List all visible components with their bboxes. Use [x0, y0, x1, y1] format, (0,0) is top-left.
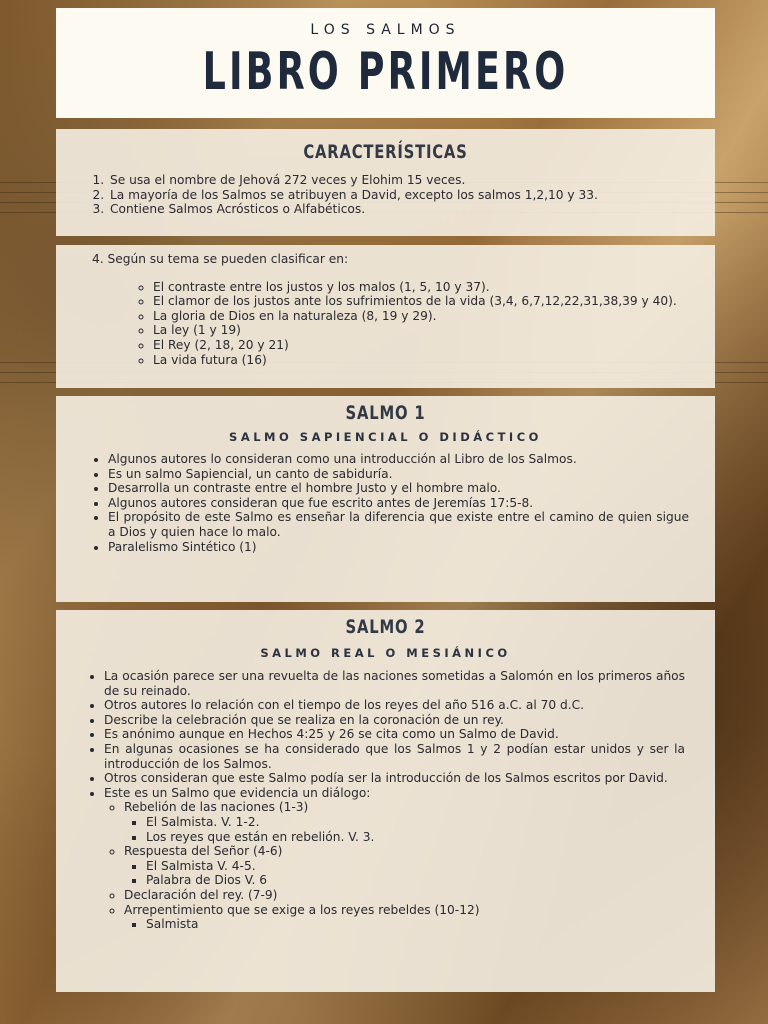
list-item: ◦ La vida futura (16) — [153, 353, 685, 368]
list-item: • El propósito de este Salmo es enseñar la diferencia que existe entre el camino de quien sigue a Dios y quien hace lo malo. — [108, 510, 689, 539]
dialogo-subitem: ▪ Palabra de Dios V. 6 — [146, 873, 685, 888]
list-item: ◦ La ley (1 y 19) — [153, 323, 685, 338]
dialogo-part — [124, 800, 685, 844]
dialogo-part — [124, 903, 685, 932]
dialogo-sublist — [124, 815, 685, 844]
list-item: • Algunos autores lo consideran como una introducción al Libro de los Salmos. — [108, 452, 689, 467]
clasificacion-list — [56, 280, 715, 368]
list-item: • La ocasión parece ser una revuelta de las naciones sometidas a Salomón en los primeros años de su reinado. — [104, 669, 685, 698]
dialogo-sublist — [124, 917, 685, 932]
salmo1-list — [56, 452, 715, 554]
section-title: CARACTERÍSTICAS — [303, 141, 468, 163]
list-item: • Algunos autores consideran que fue escrito antes de Jeremías 17:5-8. — [108, 496, 689, 511]
kicker: LOS SALMOS — [310, 22, 461, 38]
dialogo-parts — [104, 800, 685, 931]
page-title: LIBRO PRIMERO — [202, 42, 569, 102]
dialogo-part-label: Declaración del rey. (7-9) — [124, 887, 278, 902]
dialogo-label: Este es un Salmo que evidencia un diálogo: — [104, 785, 371, 800]
section-title: SALMO 1 — [345, 402, 426, 424]
list-item: 3. Contiene Salmos Acrósticos o Alfabéticos. — [108, 202, 715, 217]
list-item: ◦ El contraste entre los justos y los malos (1, 5, 10 y 37). — [153, 280, 685, 295]
dialogo-part — [124, 844, 685, 888]
list-item: • Paralelismo Sintético (1) — [108, 540, 689, 555]
list-item: ◦ El Rey (2, 18, 20 y 21) — [153, 338, 685, 353]
caracteristicas-card — [56, 129, 715, 236]
list-item: • Describe la celebración que se realiza en la coronación de un rey. — [104, 713, 685, 728]
dialogo-part-label: Respuesta del Señor (4-6) — [124, 844, 283, 859]
list-item: • Es un salmo Sapiencial, un canto de sabiduría. — [108, 467, 689, 482]
caracteristicas-list — [56, 173, 715, 217]
section-subtitle: SALMO REAL O MESIÁNICO — [260, 646, 511, 660]
header-card — [56, 8, 715, 118]
salmo2-list — [56, 669, 715, 932]
list-item: • En algunas ocasiones se ha considerado que los Salmos 1 y 2 podían estar unidos y ser la introducción de los Salmos. — [104, 742, 685, 771]
list-item: 1. Se usa el nombre de Jehová 272 veces y Elohim 15 veces. — [108, 173, 715, 188]
list-item: • Es anónimo aunque en Hechos 4:25 y 26 se cita como un Salmo de David. — [104, 727, 685, 742]
dialogo-subitem: ▪ El Salmista. V. 1-2. — [146, 815, 685, 830]
dialogo-part-label: Rebelión de las naciones (1-3) — [124, 800, 309, 815]
list-item: • Otros autores lo relación con el tiempo de los reyes del año 516 a.C. al 70 d.C. — [104, 698, 685, 713]
salmo1-card — [56, 396, 715, 602]
list-item: 2. La mayoría de los Salmos se atribuyen a David, excepto los salmos 1,2,10 y 33. — [108, 188, 715, 203]
list-item: • Otros consideran que este Salmo podía ser la introducción de los Salmos escritos por David. — [104, 771, 685, 786]
section-title: SALMO 2 — [345, 616, 426, 638]
clasificacion-card — [56, 245, 715, 388]
list-item — [104, 786, 685, 932]
list-item: ◦ La gloria de Dios en la naturaleza (8, 19 y 29). — [153, 309, 685, 324]
dialogo-part — [124, 888, 685, 903]
dialogo-subitem: ▪ Los reyes que están en rebelión. V. 3. — [146, 830, 685, 845]
dialogo-sublist — [124, 859, 685, 888]
dialogo-subitem: ▪ El Salmista V. 4-5. — [146, 859, 685, 874]
dialogo-part-label: Arrepentimiento que se exige a los reyes rebeldes (10-12) — [124, 902, 480, 917]
salmo2-card — [56, 610, 715, 992]
clasificacion-intro: 4. Según su tema se pueden clasificar en: — [92, 252, 349, 266]
dialogo-subitem: ▪ Salmista — [146, 917, 685, 932]
section-subtitle: SALMO SAPIENCIAL O DIDÁCTICO — [229, 430, 542, 444]
list-item: ◦ El clamor de los justos ante los sufrimientos de la vida (3,4, 6,7,12,22,31,38,39 y 40). — [153, 294, 685, 309]
list-item: • Desarrolla un contraste entre el hombre Justo y el hombre malo. — [108, 481, 689, 496]
